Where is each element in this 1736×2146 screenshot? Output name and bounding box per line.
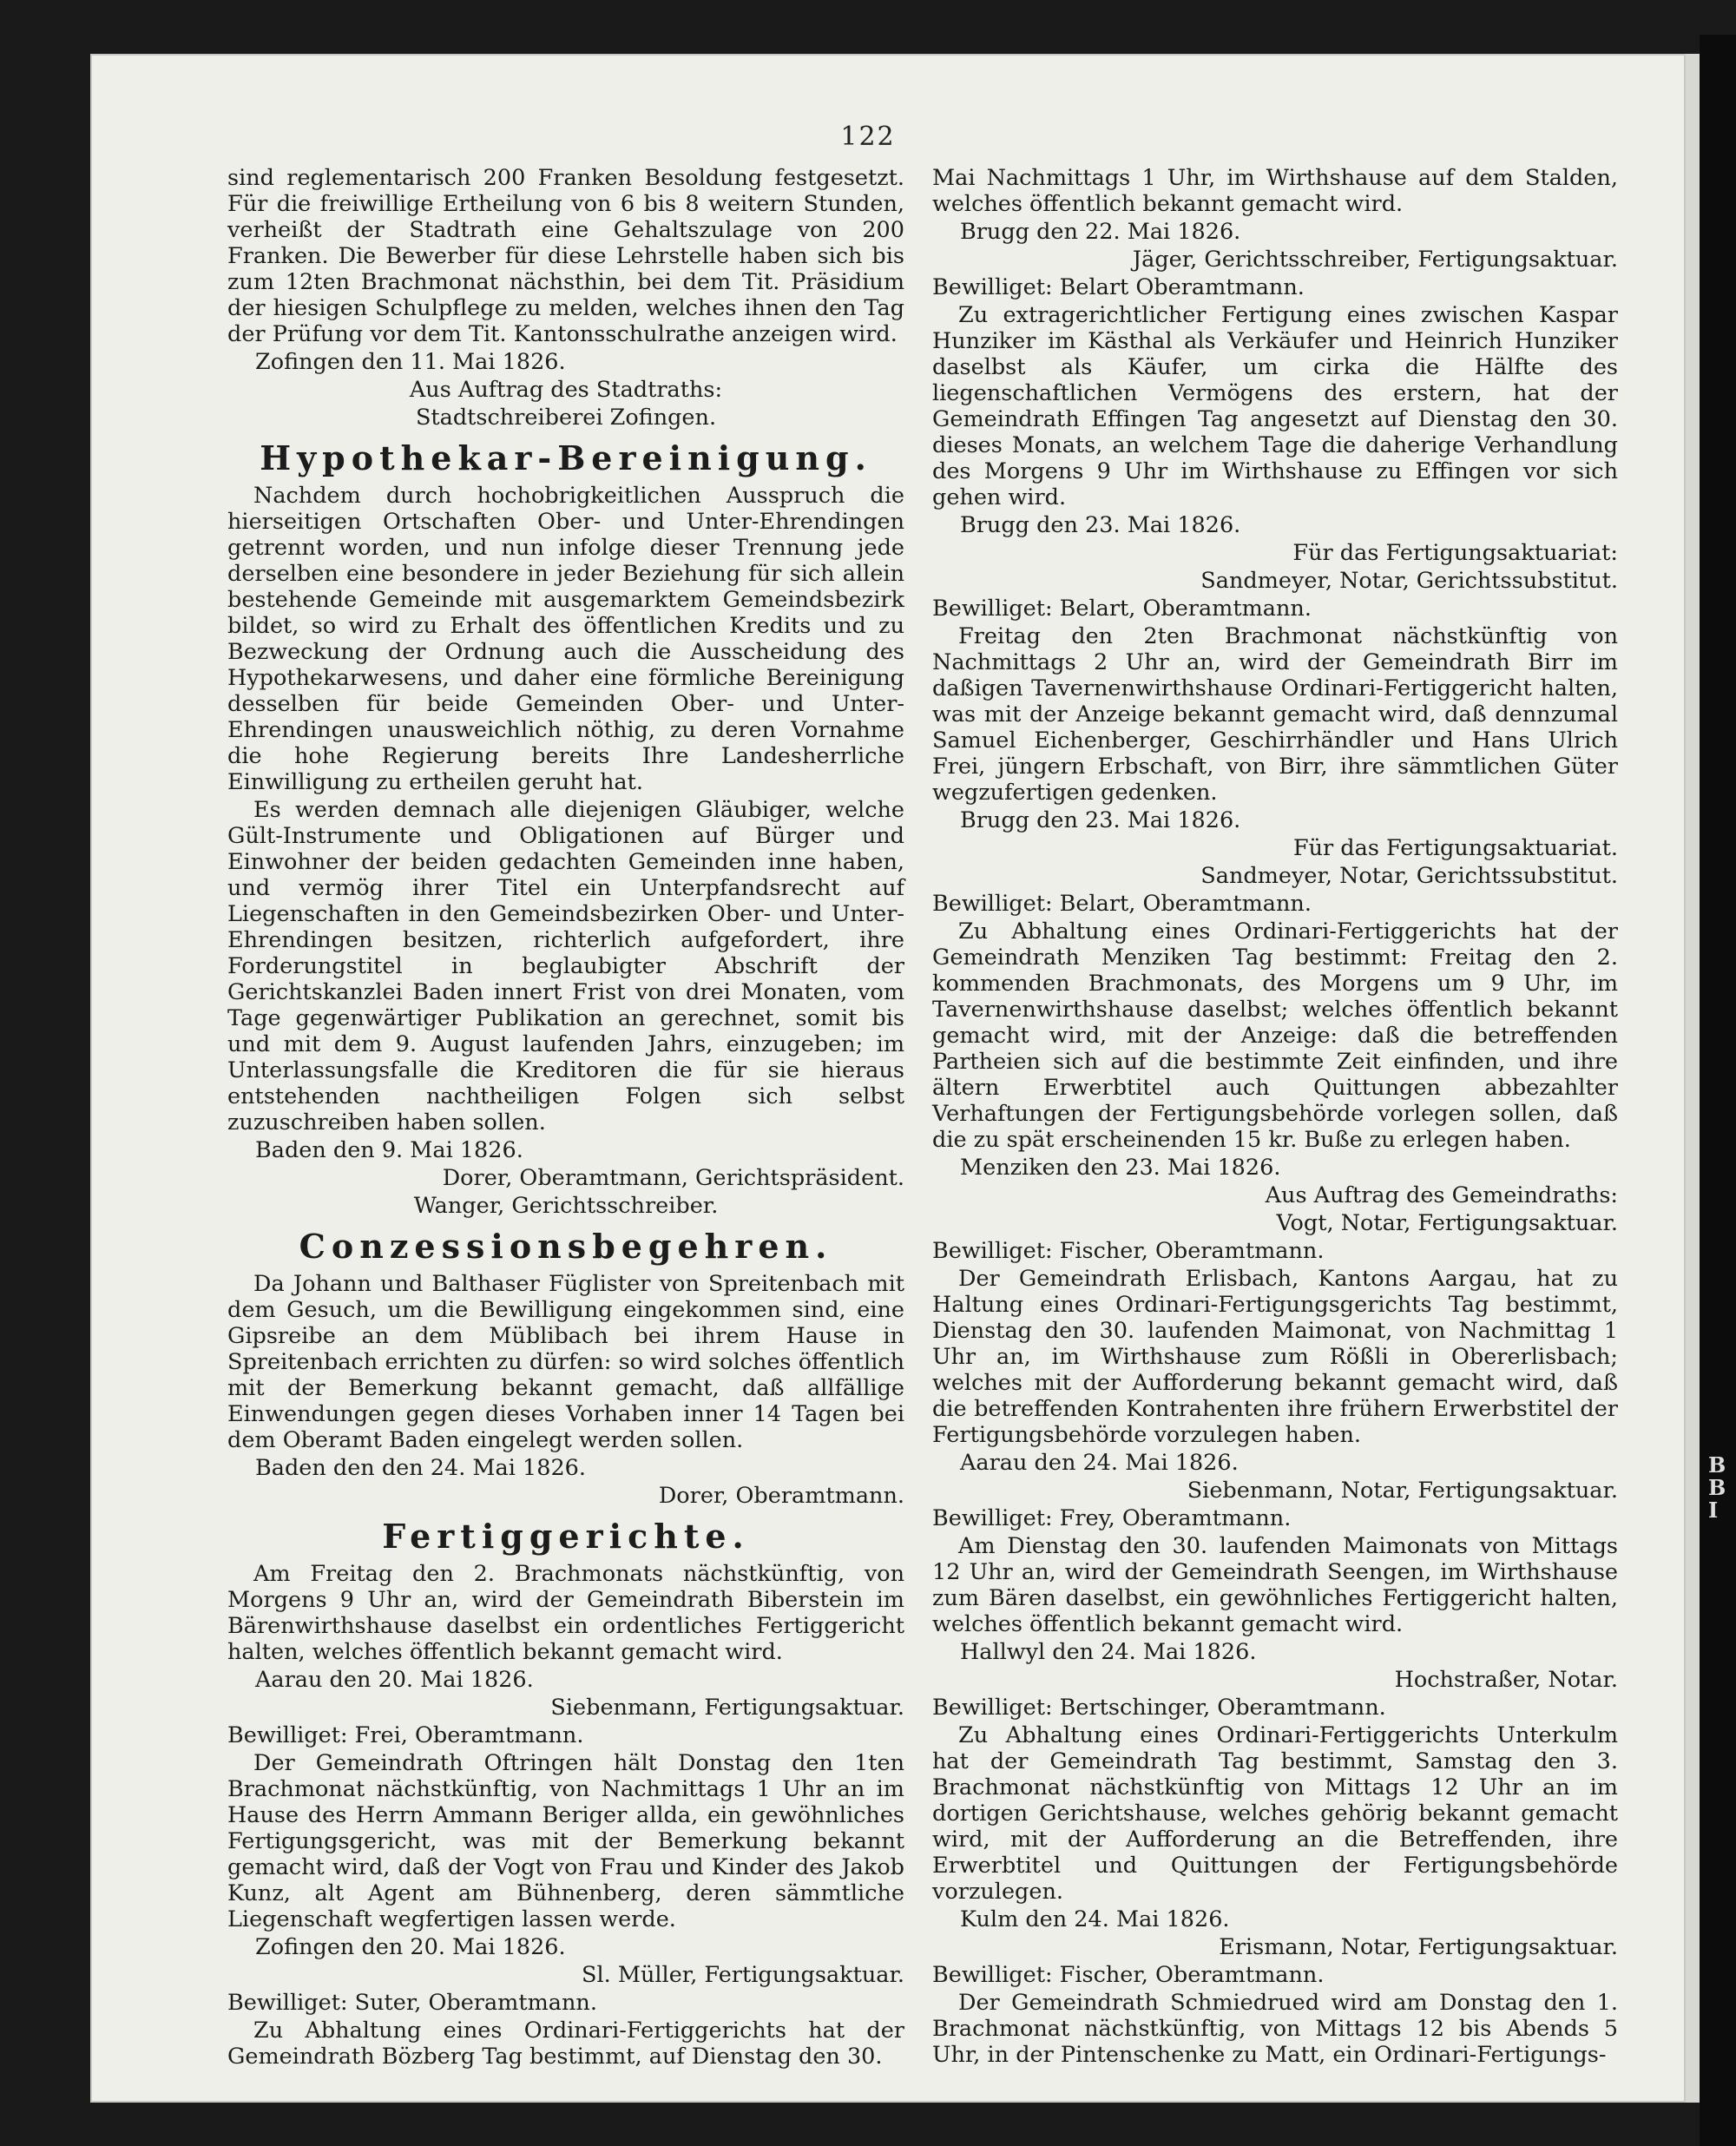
signature: Siebenmann, Notar, Fertigungsaktuar. bbox=[1187, 1478, 1618, 1504]
signature: Aus Auftrag des Gemeindraths: bbox=[1265, 1182, 1618, 1208]
dateline: Brugg den 23. Mai 1826. bbox=[960, 512, 1241, 538]
signature: Für das Fertigungsaktuariat. bbox=[1292, 835, 1618, 861]
page-edge bbox=[1686, 54, 1700, 2103]
left-column bbox=[227, 165, 904, 2075]
signature: Dorer, Oberamtmann. bbox=[658, 1483, 904, 1509]
paragraph: Am Freitag den 2. Brachmonats nächstkünftig, von Morgens 9 Uhr an, wird der Gemeindrath Biberstein im Bärenwirthshause daselbst ein ordentliches Fertiggericht halten, welches öffentlich bekannt gemacht wird. bbox=[227, 1561, 904, 1665]
signature: Für das Fertigungsaktuariat: bbox=[1292, 540, 1618, 566]
signature: Sandmeyer, Notar, Gerichtssubstitut. bbox=[1200, 863, 1618, 889]
dateline: Aarau den 24. Mai 1826. bbox=[960, 1450, 1239, 1476]
paragraph: Zu Abhaltung eines Ordinari-Fertiggerichts Unterkulm hat der Gemeindrath Tag bestimmt, Samstag den 3. Brachmonat nächstkünftig von Mittags 12 Uhr an im dortigen Gerichtshause, welches gehörig bekannt gemacht wird, mit der Aufforderung an die Betreffenden, ihre Erwerbtitel und Quittungen der Fertigungsbehörde vorzulegen. bbox=[932, 1722, 1618, 1905]
dateline: Hallwyl den 24. Mai 1826. bbox=[960, 1639, 1257, 1665]
paragraph: Freitag den 2ten Brachmonat nächstkünftig von Nachmittags 2 Uhr an, wird der Gemeindrath Birr im daßigen Tavernenwirthshause Ordinari-Fertiggericht halten, was mit der Anzeige bekannt gemacht wird, daß dennzumal Samuel Eichenberger, Geschirrhändler und Hans Ulrich Frei, jüngern Erbschaft, von Birr, ihre sämmtlichen Güter wegzufertigen gedenken. bbox=[932, 623, 1618, 806]
section-heading-conzession: Conzessionsbegehren. bbox=[299, 1227, 833, 1266]
margin-fragment: B bbox=[1708, 1475, 1726, 1500]
paragraph: Am Dienstag den 30. laufenden Maimonats von Mittags 12 Uhr an, wird der Gemeindrath Seengen, im Wirthshause zum Bären daselbst, ein gewöhnliches Fertiggericht halten, welches öffentlich bekannt gemacht wird. bbox=[932, 1533, 1618, 1637]
paragraph: Der Gemeindrath Erlisbach, Kantons Aargau, hat zu Haltung eines Ordinari-Fertigungsgerichts Tag bestimmt, Dienstag den 30. laufenden Maimonat, von Nachmittag 1 Uhr an, im Wirthshause zum Rößli in Obererlisbach; welches mit der Aufforderung bekannt gemacht wird, daß die betreffenden Kontrahenten ihre frühern Erwerbstitel der Fertigungsbehörde vorzulegen haben. bbox=[932, 1266, 1618, 1448]
paragraph: Zu Abhaltung eines Ordinari-Fertiggerichts hat der Gemeindrath Bözberg Tag bestimmt, auf Dienstag den 30. bbox=[227, 2018, 904, 2070]
dateline: Zofingen den 20. Mai 1826. bbox=[255, 1934, 566, 1960]
signature: Siebenmann, Fertigungsaktuar. bbox=[550, 1695, 904, 1721]
paragraph: Zu extragerichtlicher Fertigung eines zwischen Kaspar Hunziker im Kästhal als Verkäufer und Heinrich Hunziker daselbst als Käufer, um cirka die Hälfte des liegenschaftlichen Vermögens des erstern, hat der Gemeindrath Effingen Tag angesetzt auf Dienstag den 30. dieses Monats, an welchem Tage die daherige Verhandlung des Morgens 9 Uhr im Wirthshause zu Effingen vor sich gehen wird. bbox=[932, 302, 1618, 510]
signature: Sandmeyer, Notar, Gerichtssubstitut. bbox=[1200, 568, 1618, 594]
right-column bbox=[932, 165, 1618, 2075]
paragraph: Der Gemeindrath Oftringen hält Donstag den 1ten Brachmonat nächstkünftig, von Nachmittags 1 Uhr an im Hause des Herrn Ammann Beriger allda, ein gewöhnliches Fertigungsgericht, was mit der Bemerkung bekannt gemacht wird, daß der Vogt von Frau und Kinder des Jakob Kunz, alt Agent am Bühnenberg, deren sämmtliche Liegenschaft wegfertigen lassen werde. bbox=[227, 1750, 904, 1932]
signature: Aus Auftrag des Stadtraths: bbox=[409, 377, 723, 403]
signature: Jäger, Gerichtsschreiber, Fertigungsaktuar. bbox=[1132, 247, 1618, 273]
dateline: Kulm den 24. Mai 1826. bbox=[960, 1906, 1230, 1932]
signature: Dorer, Oberamtmann, Gerichtspräsident. bbox=[442, 1165, 904, 1191]
paragraph: sind reglementarisch 200 Franken Besoldung festgesetzt. Für die freiwillige Ertheilung von 6 bis 8 weitern Stunden, verheißt der Stadtrath eine Gehaltszulage von 200 Franken. Die Bewerber für diese Lehrstelle haben sich bis zum 12ten Brachmonat nächsthin, bei dem Tit. Präsidium der hiesigen Schulpflege zu melden, welches ihnen den Tag der Prüfung vor dem Tit. Kantonsschulrathe anzeigen wird. bbox=[227, 165, 904, 347]
paragraph: Zu Abhaltung eines Ordinari-Fertiggerichts hat der Gemeindrath Menziken Tag bestimmt: Freitag den 2. kommenden Brachmonats, des Morgens um 9 Uhr, im Tavernenwirthshause daselbst; welches öffentlich bekannt gemacht wird, mit der Anzeige: daß die betreffenden Partheien sich auf die bestimmte Zeit einfinden, und ihre ältern Erwerbtitel auch Quittungen abbezahlter Verhaftungen der Fertigungsbehörde vorlegen sollen, daß die zu spät erscheinenden 15 kr. Buße zu erlegen haben. bbox=[932, 918, 1618, 1153]
approval-line: Bewilliget: Suter, Oberamtmann. bbox=[227, 1990, 597, 2016]
dateline: Brugg den 23. Mai 1826. bbox=[960, 807, 1241, 833]
dateline: Aarau den 20. Mai 1826. bbox=[255, 1667, 534, 1693]
approval-line: Bewilliget: Fischer, Oberamtmann. bbox=[932, 1238, 1325, 1264]
approval-line: Bewilliget: Frey, Oberamtmann. bbox=[932, 1505, 1292, 1531]
signature: Vogt, Notar, Fertigungsaktuar. bbox=[1276, 1210, 1618, 1236]
signature: Sl. Müller, Fertigungsaktuar. bbox=[582, 1962, 904, 1988]
approval-line: Bewilliget: Fischer, Oberamtmann. bbox=[932, 1962, 1325, 1988]
signature: Wanger, Gerichtsschreiber. bbox=[413, 1193, 719, 1219]
approval-line: Bewilliget: Frei, Oberamtmann. bbox=[227, 1722, 584, 1748]
approval-line: Bewilliget: Belart, Oberamtmann. bbox=[932, 596, 1312, 622]
signature: Hochstraßer, Notar. bbox=[1394, 1667, 1618, 1693]
dateline: Baden den 9. Mai 1826. bbox=[255, 1137, 523, 1163]
paragraph: Da Johann und Balthaser Füglister von Spreitenbach mit dem Gesuch, um die Bewilligung eingekommen sind, eine Gipsreibe an dem Müblibach bei ihrem Hause in Spreitenbach errichten zu dürfen: so wird solches öffentlich mit der Bemerkung bekannt gemacht, daß allfällige Einwendungen gegen dieses Vorhaben inner 14 Tagen bei dem Oberamt Baden eingelegt werden sollen. bbox=[227, 1271, 904, 1453]
book-binding bbox=[1700, 35, 1736, 2146]
dateline: Menziken den 23. Mai 1826. bbox=[960, 1155, 1281, 1181]
dateline: Baden den den 24. Mai 1826. bbox=[255, 1455, 587, 1481]
dateline: Brugg den 22. Mai 1826. bbox=[960, 219, 1241, 245]
approval-line: Bewilliget: Belart, Oberamtmann. bbox=[932, 891, 1312, 917]
approval-line: Bewilliget: Bertschinger, Oberamtmann. bbox=[932, 1695, 1386, 1721]
section-heading-fertiggerichte: Fertiggerichte. bbox=[382, 1517, 750, 1556]
margin-fragment: B bbox=[1708, 1452, 1726, 1478]
dateline: Zofingen den 11. Mai 1826. bbox=[255, 349, 566, 375]
signature: Erismann, Notar, Fertigungsaktuar. bbox=[1219, 1934, 1618, 1960]
paragraph: Mai Nachmittags 1 Uhr, im Wirthshause auf dem Stalden, welches öffentlich bekannt gemacht wird. bbox=[932, 165, 1618, 217]
section-heading-hypothekar: Hypothekar-Bereinigung. bbox=[260, 438, 872, 477]
paragraph: Nachdem durch hochobrigkeitlichen Ausspruch die hierseitigen Ortschaften Ober- und Unter-Ehrendingen getrennt worden, und nun infolge dieser Trennung jede derselben eine besondere in jeder Beziehung für sich allein bestehende Gemeinde mit ausgemarktem Gemeindsbezirk bildet, so wird zu Erhalt des öffentlichen Kredits und zu Bezweckung der Ordnung auch die Ausscheidung des Hypothekarwesens, und daher eine förmliche Bereinigung desselben für beide Gemeinden Ober- und Unter-Ehrendingen unausweichlich nöthig, zu deren Vornahme die hohe Regierung bereits Ihre Landesherrliche Einwilligung zu ertheilen geruht hat. bbox=[227, 483, 904, 795]
signature: Stadtschreiberei Zofingen. bbox=[415, 405, 717, 431]
approval-line: Bewilliget: Belart Oberamtmann. bbox=[932, 274, 1305, 300]
margin-fragment: I bbox=[1708, 1498, 1719, 1523]
paragraph: Es werden demnach alle diejenigen Gläubiger, welche Gült-Instrumente und Obligationen auf Bürger und Einwohner der beiden gedachten Gemeinden inne haben, und vermög ihrer Titel ein Unterpfandsrecht auf Liegenschaften in den Gemeindsbezirken Ober- und Unter-Ehrendingen besitzen, richterlich aufgefordert, ihre Forderungstitel in beglaubigter Abschrift der Gerichtskanzlei Baden innert Frist von drei Monaten, vom Tage gegenwärtiger Publikation an gerechnet, somit bis und mit dem 9. August laufenden Jahrs, einzugeben; im Unterlassungsfalle die Kreditoren die für sie hieraus entstehenden nachtheiligen Folgen sich selbst zuzuschreiben haben sollen. bbox=[227, 797, 904, 1136]
page-number: 122 bbox=[840, 122, 896, 152]
paragraph: Der Gemeindrath Schmiedrued wird am Donstag den 1. Brachmonat nächstkünftig, von Mittags 12 bis Abends 5 Uhr, in der Pintenschenke zu Matt, ein Ordinari-Fertigungs- bbox=[932, 1990, 1618, 2068]
